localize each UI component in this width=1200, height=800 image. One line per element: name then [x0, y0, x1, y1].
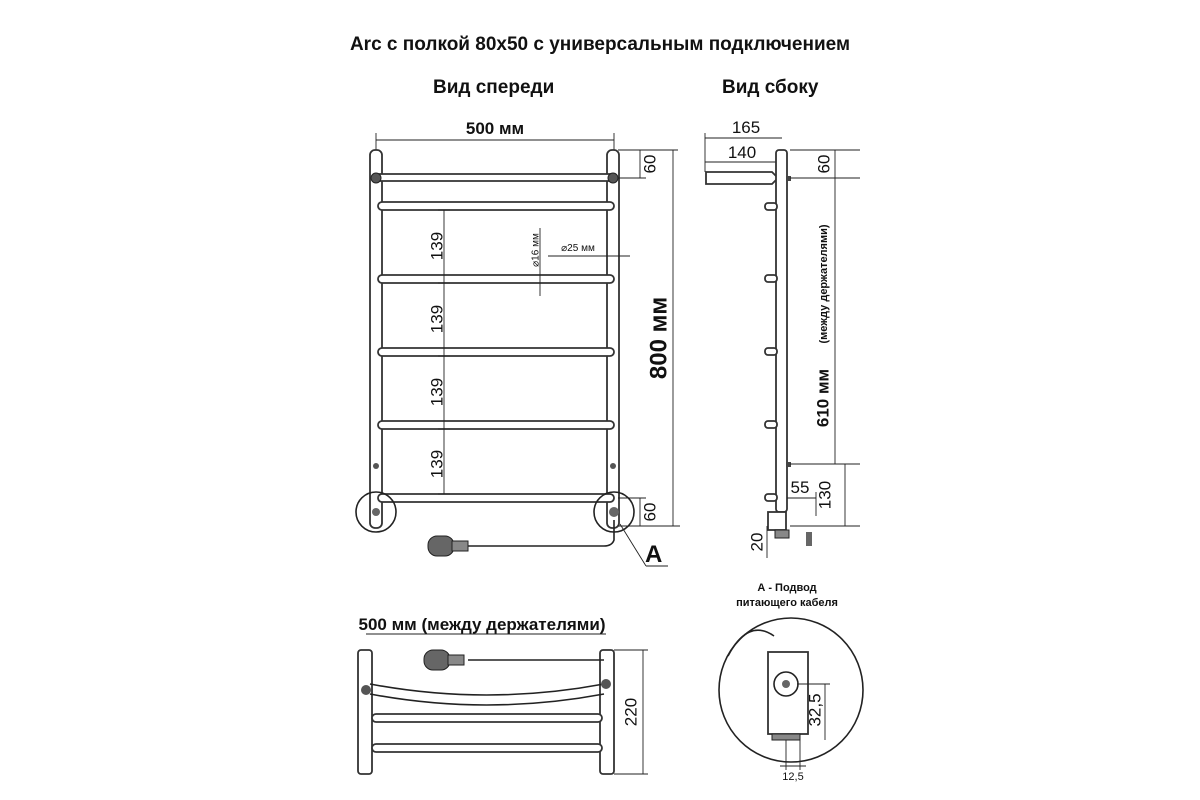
drawing-title: Arc с полкой 80x50 с универсальным подключением: [349, 34, 851, 55]
plug-neck: [452, 541, 468, 551]
top-view-left-holder: [358, 650, 372, 774]
bolt-icon: [601, 679, 611, 689]
detail-a-title-2: питающего кабеля: [736, 597, 838, 609]
callout-a-leader: [620, 524, 646, 566]
front-width-label: 500 мм: [465, 119, 525, 138]
front-bottom-label: 60: [640, 502, 660, 522]
top-view: [358, 615, 648, 774]
side-rung-stub: [765, 203, 777, 210]
bolt-icon: [610, 463, 616, 469]
detail-a-block: [768, 652, 808, 734]
side-bottom-block: [768, 512, 786, 530]
side-holder: [786, 462, 791, 467]
side-view: [705, 118, 860, 558]
left-connection-point: [372, 508, 380, 516]
side-cable-end: [806, 532, 812, 546]
top-shelf-bar: [376, 174, 614, 181]
side-rung-stub: [765, 275, 777, 282]
side-55-label: 55: [790, 478, 810, 497]
top-view-right-holder: [600, 650, 614, 774]
detail-a-title-1: А - Подвод: [757, 582, 817, 594]
rung-5: [378, 494, 614, 502]
side-rung-stub: [765, 421, 777, 428]
detail-a-view: [719, 582, 863, 783]
side-connector: [775, 530, 789, 538]
plug-neck: [448, 655, 464, 665]
detail-a-32-label: 32,5: [805, 693, 825, 727]
side-165-label: 165: [731, 118, 761, 137]
side-shelf: [706, 172, 778, 184]
side-holder: [786, 176, 791, 181]
bolt-icon: [361, 685, 371, 695]
side-610-note: (между держателями): [817, 224, 830, 344]
step-label-3: 139: [427, 377, 447, 407]
tube25-label: ⌀25 мм: [561, 243, 595, 254]
side-view-label: Вид сбоку: [722, 77, 819, 98]
side-rung-stub: [765, 494, 777, 501]
plug-icon: [424, 650, 450, 670]
top-view-rung: [372, 714, 602, 722]
side-20-label: 20: [747, 532, 767, 552]
bolt-icon: [371, 173, 381, 183]
front-top-label: 60: [640, 154, 660, 174]
step-label-4: 139: [427, 449, 447, 479]
front-view-label: Вид спереди: [433, 77, 555, 98]
side-610-label: 610 мм: [813, 368, 833, 428]
detail-a-connector: [772, 734, 800, 740]
front-height-label: 800 мм: [645, 296, 673, 380]
detail-a-center: [782, 680, 790, 688]
top-view-rung: [372, 744, 602, 752]
callout-a-label: A: [645, 541, 663, 568]
plug-icon: [428, 536, 454, 556]
power-cable: [468, 520, 614, 546]
detail-a-12-label: 12,5: [782, 771, 804, 783]
rung-3: [378, 348, 614, 356]
step-label-1: 139: [427, 231, 447, 261]
detail-a-pipe-curve: [728, 630, 774, 656]
rung-2: [378, 275, 614, 283]
rung-1: [378, 202, 614, 210]
bolt-icon: [608, 173, 618, 183]
side-60-label: 60: [814, 154, 834, 174]
right-connection-point: [609, 507, 619, 517]
front-view: [356, 119, 680, 568]
tube16-label: ⌀16 мм: [530, 233, 542, 267]
side-130-label: 130: [815, 480, 835, 510]
top-view-shelf-arc: [370, 684, 604, 695]
rung-4: [378, 421, 614, 429]
step-label-2: 139: [427, 304, 447, 334]
side-rung-stub: [765, 348, 777, 355]
top-220-label: 220: [621, 697, 641, 727]
bottom-width-label: 500 мм (между держателями): [358, 615, 606, 634]
side-140-label: 140: [727, 143, 757, 162]
bolt-icon: [373, 463, 379, 469]
